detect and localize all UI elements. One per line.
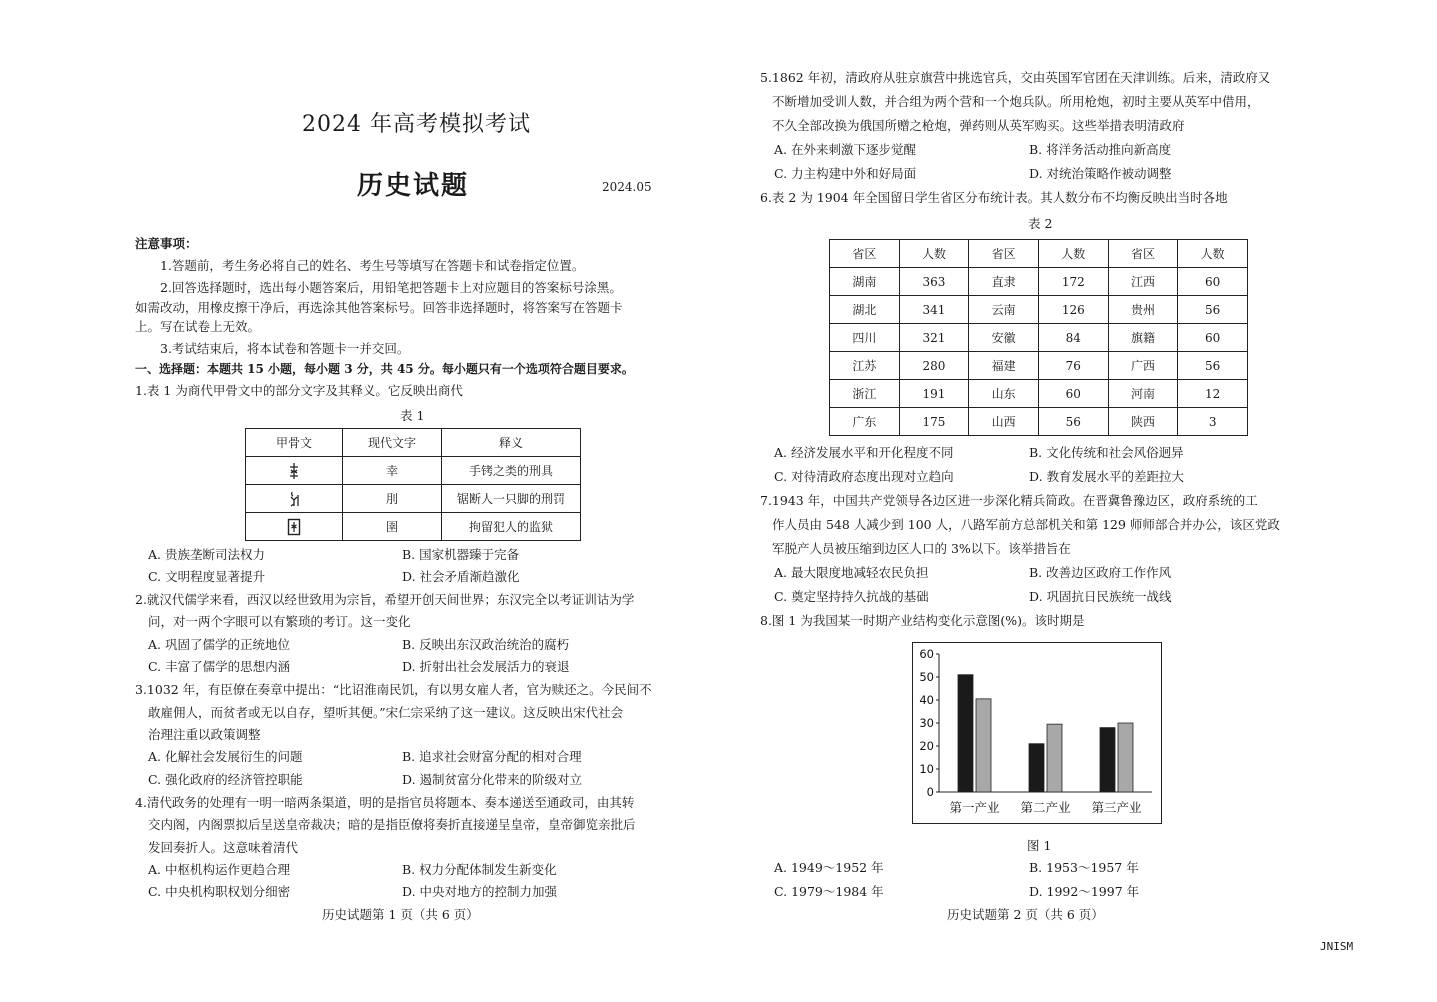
notice-line: 上。写在试卷上无效。 [135, 319, 261, 334]
notice-line: 2.回答选择题时，选出每小题答案后，用铅笔把答题卡上对应题目的答案标号涂黑。 [160, 280, 622, 295]
option-c: C. 文明程度显著提升 [148, 569, 266, 584]
table-cell: 60 [1178, 324, 1248, 352]
table-cell: 陕西 [1108, 408, 1178, 436]
table-cell: 山西 [969, 408, 1039, 436]
table-header: 人数 [899, 240, 969, 268]
question-8-stem: 8.图 1 为我国某一时期产业结构变化示意图(%)。该时期是 [760, 613, 1085, 628]
corner-code: JNISM [1320, 940, 1354, 953]
figure-1-caption: 图 1 [1027, 838, 1052, 853]
option-d: D. 遏制贫富分化带来的阶级对立 [402, 772, 583, 787]
x-category-label: 第三产业 [1091, 800, 1142, 815]
x-category-label: 第二产业 [1020, 800, 1071, 815]
question-2-stem: 2.就汉代儒学来看，西汉以经世致用为宗旨，希望开创天间世界；东汉完全以考证训诂为学 [135, 592, 635, 607]
option-b: B. 反映出东汉政治统治的腐朽 [402, 637, 570, 652]
table-cell: 幸 [343, 457, 442, 485]
table-cell: 浙江 [830, 380, 900, 408]
table-header: 人数 [1038, 240, 1108, 268]
bar-gray [976, 699, 991, 792]
table-cell: 湖北 [830, 296, 900, 324]
table-cell: 60 [1178, 268, 1248, 296]
oracle-glyph [246, 485, 343, 513]
y-tick-label: 60 [919, 647, 934, 661]
option-b: B. 1953～1957 年 [1029, 860, 1139, 875]
oracle-bone-yu-icon [287, 518, 301, 536]
table-header: 释义 [442, 429, 581, 457]
option-a: A. 化解社会发展衍生的问题 [148, 749, 303, 764]
option-c: C. 中央机构职权划分细密 [148, 884, 291, 899]
table-cell: 56 [1038, 408, 1108, 436]
option-a: A. 中枢机构运作更趋合理 [148, 862, 290, 877]
table-cell: 175 [899, 408, 969, 436]
notice-line: 如需改动，用橡皮擦干净后，再选涂其他答案标号。回答非选择题时，将答案写在答题卡 [135, 300, 623, 315]
table-header: 甲骨文 [246, 429, 343, 457]
oracle-glyph [246, 513, 343, 541]
industry-structure-chart [912, 642, 1162, 824]
table-cell: 福建 [969, 352, 1039, 380]
table-cell: 安徽 [969, 324, 1039, 352]
option-b: B. 追求社会财富分配的相对合理 [402, 749, 582, 764]
table-header: 省区 [830, 240, 900, 268]
bar-dark [1029, 744, 1044, 792]
y-tick-label: 40 [919, 693, 934, 707]
y-tick-label: 50 [919, 670, 934, 684]
question-4-stem: 4.清代政务的处理有一明一暗两条渠道，明的是指官员将题本、奏本递送至通政司，由其转 [135, 795, 635, 810]
table-cell: 126 [1038, 296, 1108, 324]
option-b: B. 改善边区政府工作作风 [1029, 565, 1172, 580]
option-a: A. 巩固了儒学的正统地位 [148, 637, 290, 652]
bar-dark [958, 675, 973, 792]
question-3-stem: 敢雇佣人，而贫者或无以自存，望听其便。”宋仁宗采纳了这一建议。这反映出宋代社会 [148, 705, 624, 720]
option-b: B. 将洋务活动推向新高度 [1029, 142, 1172, 157]
question-4-stem: 交内阁，内阁票拟后呈送皇帝裁决；暗的是指臣僚将奏折直接递呈皇帝，皇帝御览亲批后 [148, 817, 636, 832]
table-cell: 84 [1038, 324, 1108, 352]
option-c: C. 对待清政府态度出现对立趋向 [774, 469, 954, 484]
oracle-bone-xing-icon [287, 462, 301, 480]
option-d: D. 社会矛盾渐趋激化 [402, 569, 520, 584]
option-b: B. 国家机器臻于完备 [402, 547, 520, 562]
exam-date: 2024.05 [602, 180, 652, 194]
bar-dark [1100, 728, 1115, 792]
question-6-stem: 6.表 2 为 1904 年全国留日学生省区分布统计表。其人数分布不均衡反映出当时各地 [760, 190, 1228, 205]
y-tick-label: 10 [919, 762, 934, 776]
notice-heading: 注意事项： [135, 236, 198, 251]
table-cell: 江西 [1108, 268, 1178, 296]
y-tick-label: 20 [919, 739, 934, 753]
option-b: B. 文化传统和社会风俗迥异 [1029, 445, 1184, 460]
table-cell: 江苏 [830, 352, 900, 380]
option-d: D. 对统治策略作被动调整 [1029, 166, 1172, 181]
question-1-stem: 1.表 1 为商代甲骨文中的部分文字及其释义。它反映出商代 [135, 383, 463, 398]
bar-gray [1118, 723, 1133, 792]
option-d: D. 中央对地方的控制力加强 [402, 884, 558, 899]
bar-gray [1047, 724, 1062, 792]
table-cell: 广西 [1108, 352, 1178, 380]
option-a: A. 1949～1952 年 [774, 860, 884, 875]
table-cell: 341 [899, 296, 969, 324]
table-cell: 12 [1178, 380, 1248, 408]
table-cell: 60 [1038, 380, 1108, 408]
question-7-stem: 7.1943 年，中国共产党领导各边区进一步深化精兵简政。在晋冀鲁豫边区，政府系统的工 [760, 493, 1258, 508]
question-7-stem: 军脱产人员被压缩到边区人口的 3%以下。该举措旨在 [772, 541, 1071, 556]
option-a: A. 在外来刺激下逐步觉醒 [774, 142, 916, 157]
table-1 [245, 428, 581, 541]
option-a: A. 经济发展水平和开化程度不同 [774, 445, 954, 460]
table-cell: 湖南 [830, 268, 900, 296]
table-cell: 3 [1178, 408, 1248, 436]
table-header: 省区 [969, 240, 1039, 268]
table-cell: 363 [899, 268, 969, 296]
table-cell: 四川 [830, 324, 900, 352]
option-c: C. 奠定坚持持久抗战的基础 [774, 589, 929, 604]
table-cell: 广东 [830, 408, 900, 436]
table-cell: 贵州 [1108, 296, 1178, 324]
option-a: A. 最大限度地减轻农民负担 [774, 565, 929, 580]
notice-line: 1.答题前，考生务必将自己的姓名、考生号等填写在答题卡和试卷指定位置。 [160, 258, 585, 273]
table-cell: 云南 [969, 296, 1039, 324]
table-cell: 手铐之类的刑具 [442, 457, 581, 485]
table-cell: 圉 [343, 513, 442, 541]
table-header: 人数 [1178, 240, 1248, 268]
option-d: D. 教育发展水平的差距拉大 [1029, 469, 1185, 484]
table-1-title: 表 1 [400, 408, 425, 423]
question-7-stem: 作人员由 548 人减少到 100 人，八路军前方总部机关和第 129 师师部合并办公，该区党政 [772, 517, 1280, 532]
table-cell: 321 [899, 324, 969, 352]
table-cell: 拘留犯人的监狱 [442, 513, 581, 541]
option-d: D. 1992～1997 年 [1029, 884, 1140, 899]
option-b: B. 权力分配体制发生新变化 [402, 862, 557, 877]
table-cell: 河南 [1108, 380, 1178, 408]
oracle-bone-yue-icon [287, 490, 301, 508]
y-tick-label: 0 [926, 785, 934, 799]
option-c: C. 强化政府的经济管控职能 [148, 772, 303, 787]
option-c: C. 力主构建中外和好局面 [774, 166, 917, 181]
table-cell: 191 [899, 380, 969, 408]
table-cell: 56 [1178, 352, 1248, 380]
table-cell: 56 [1178, 296, 1248, 324]
table-2 [829, 239, 1248, 436]
subject-title: 历史试题 [357, 171, 470, 201]
table-cell: 280 [899, 352, 969, 380]
option-d: D. 折射出社会发展活力的衰退 [402, 659, 570, 674]
question-5-stem: 5.1862 年初，清政府从驻京旗营中挑选官兵，交由英国军官团在天津训练。后来，清政府又 [760, 70, 1271, 85]
question-5-stem: 不久全部改换为俄国所赠之枪炮，弹药则从英军购买。这些举措表明清政府 [772, 118, 1185, 133]
section-heading: 一、选择题：本题共 15 小题，每小题 3 分，共 45 分。每小题只有一个选项符合题目要求。 [135, 362, 634, 376]
exam-title: 2024 年高考模拟考试 [302, 112, 531, 137]
question-5-stem: 不断增加受训人数，并合组为两个营和一个炮兵队。所用枪炮，初时主要从英军中借用， [772, 94, 1260, 109]
notice-line: 3.考试结束后，将本试卷和答题卡一并交回。 [160, 341, 410, 356]
oracle-glyph [246, 457, 343, 485]
page-footer: 历史试题第 2 页（共 6 页） [947, 907, 1104, 922]
option-c: C. 丰富了儒学的思想内涵 [148, 659, 291, 674]
question-4-stem: 发回奏折人。这意味着清代 [148, 840, 299, 855]
table-cell: 172 [1038, 268, 1108, 296]
table-cell: 山东 [969, 380, 1039, 408]
x-category-label: 第一产业 [949, 800, 1000, 815]
option-c: C. 1979～1984 年 [774, 884, 884, 899]
option-a: A. 贵族垄断司法权力 [148, 547, 265, 562]
question-2-stem: 问，对一两个字眼可以有繁琐的考订。这一变化 [148, 614, 411, 629]
question-3-stem: 3.1032 年，有臣僚在奏章中提出：“比诏淮南民饥，有以男女雇人者，官为赎还之。今民间不 [135, 682, 652, 697]
table-cell: 76 [1038, 352, 1108, 380]
question-3-stem: 治理注重以政策调整 [148, 727, 261, 742]
table-cell: 直隶 [969, 268, 1039, 296]
table-2-title: 表 2 [1028, 216, 1053, 231]
table-cell: 锯断人一只脚的刑罚 [442, 485, 581, 513]
page-footer: 历史试题第 1 页（共 6 页） [322, 907, 479, 922]
y-tick-label: 30 [919, 716, 934, 730]
table-cell: 刖 [343, 485, 442, 513]
table-cell: 旗籍 [1108, 324, 1178, 352]
option-d: D. 巩固抗日民族统一战线 [1029, 589, 1172, 604]
table-header: 省区 [1108, 240, 1178, 268]
table-header: 现代文字 [343, 429, 442, 457]
